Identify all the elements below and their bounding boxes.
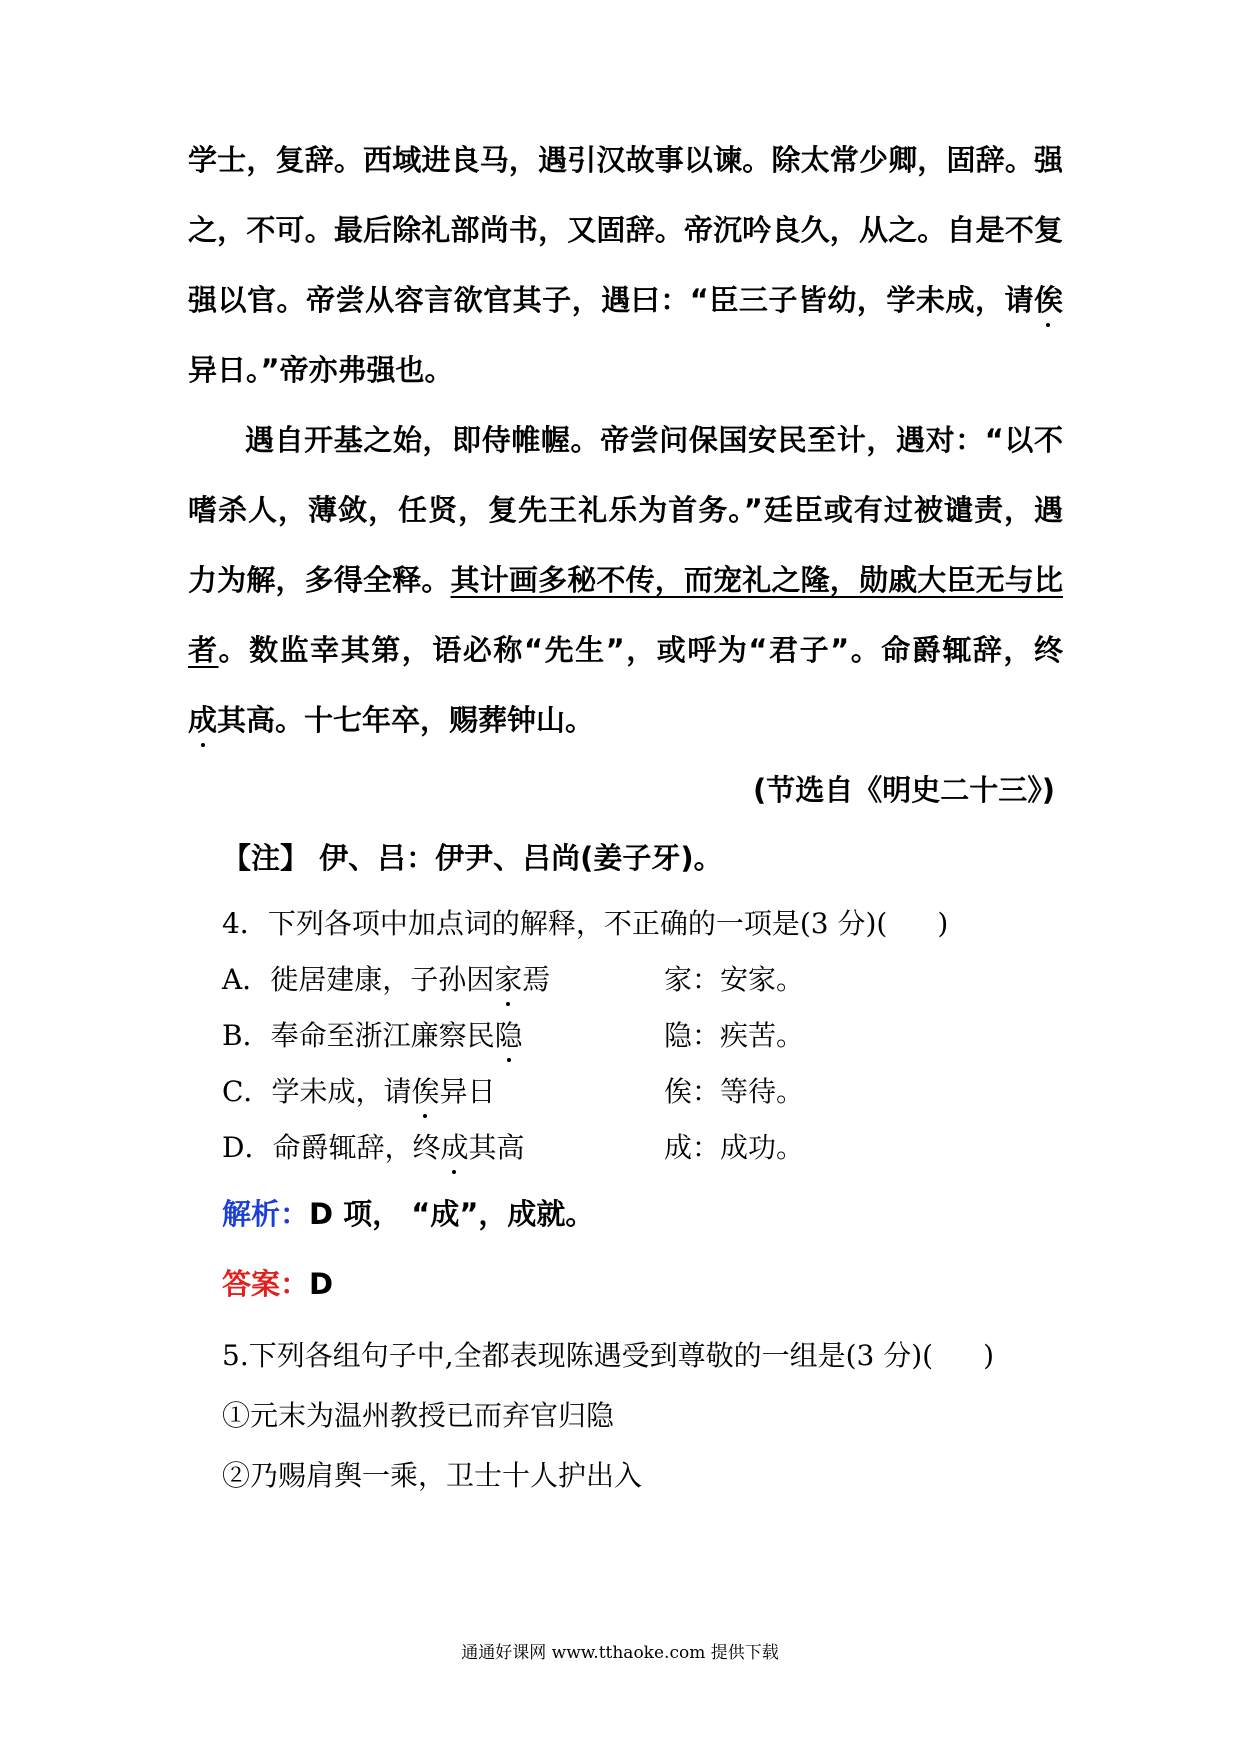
emphasis-dot-char: 成 bbox=[188, 703, 218, 737]
option-d: D．命爵辄辞，终成其高 bbox=[222, 1131, 525, 1164]
question-4-stem: 4．下列各项中加点词的解释，不正确的一项是(3 分)( ) bbox=[222, 907, 949, 940]
answer: 答案：D bbox=[222, 1267, 334, 1301]
underlined-sentence: 者 bbox=[188, 633, 219, 667]
passage-line: 成其高。十七年卒，赐葬钟山。 bbox=[188, 703, 595, 737]
q5-item: ②乃赐肩舆一乘，卫士十人护出入 bbox=[222, 1459, 643, 1492]
emphasis-dot-char: 成 bbox=[440, 1131, 469, 1164]
underlined-sentence: 其计画多秘不传，而宠礼之隆，勋戚大臣无与比 bbox=[450, 563, 1063, 597]
option-b: B．奉命至浙江廉察民隐 bbox=[222, 1019, 523, 1052]
option-a-gloss: 家：安家。 bbox=[664, 963, 805, 996]
passage-line: 嗜杀人，薄敛，任贤，复先王礼乐为首务。”廷臣或有过被谴责，遇 bbox=[188, 493, 1063, 527]
footnote: 【注】 伊、吕：伊尹、吕尚(姜子牙)。 bbox=[222, 841, 723, 875]
source-citation: (节选自《明史二十三》) bbox=[752, 773, 1055, 807]
answer-label: 答案： bbox=[222, 1267, 310, 1301]
passage-line: 遇自开基之始，即侍帷幄。帝尝问保国安民至计，遇对：“以不 bbox=[245, 423, 1063, 457]
passage-line: 异日。”帝亦弗强也。 bbox=[188, 353, 454, 387]
analysis: 解析：D 项， “成”，成就。 bbox=[222, 1197, 595, 1231]
passage-line: 强以官。帝尝从容言欲官其子，遇曰：“臣三子皆幼，学未成，请俟 bbox=[188, 283, 1063, 317]
analysis-label: 解析： bbox=[222, 1197, 310, 1231]
passage-line: 力为解，多得全释。其计画多秘不传，而宠礼之隆，勋戚大臣无与比 bbox=[188, 563, 1063, 597]
emphasis-dot-char: 俟 bbox=[1033, 283, 1063, 317]
passage-line: 学士，复辞。西域进良马，遇引汉故事以谏。除太常少卿，固辞。强 bbox=[188, 143, 1063, 177]
passage-line: 者。数监幸其第，语必称“先生”，或呼为“君子”。命爵辄辞，终 bbox=[188, 633, 1063, 667]
emphasis-dot-char: 俟 bbox=[411, 1075, 440, 1108]
option-c: C．学未成，请俟异日 bbox=[222, 1075, 496, 1108]
q5-item: ①元末为温州教授已而弃官归隐 bbox=[222, 1399, 615, 1432]
option-c-gloss: 俟：等待。 bbox=[664, 1075, 805, 1108]
option-b-gloss: 隐：疾苦。 bbox=[664, 1019, 805, 1052]
passage-line: 之，不可。最后除礼部尚书，又固辞。帝沉吟良久，从之。自是不复 bbox=[188, 213, 1063, 247]
question-5-stem: 5.下列各组句子中,全都表现陈遇受到尊敬的一组是(3 分)( ) bbox=[222, 1339, 995, 1372]
option-a: A．徙居建康，子孙因家焉 bbox=[222, 963, 551, 996]
option-d-gloss: 成：成功。 bbox=[664, 1131, 805, 1164]
emphasis-dot-char: 隐 bbox=[494, 1019, 523, 1052]
emphasis-dot-char: 家 bbox=[494, 963, 523, 996]
footer-credit: 通通好课网 www.tthaoke.com 提供下载 bbox=[461, 1643, 779, 1663]
